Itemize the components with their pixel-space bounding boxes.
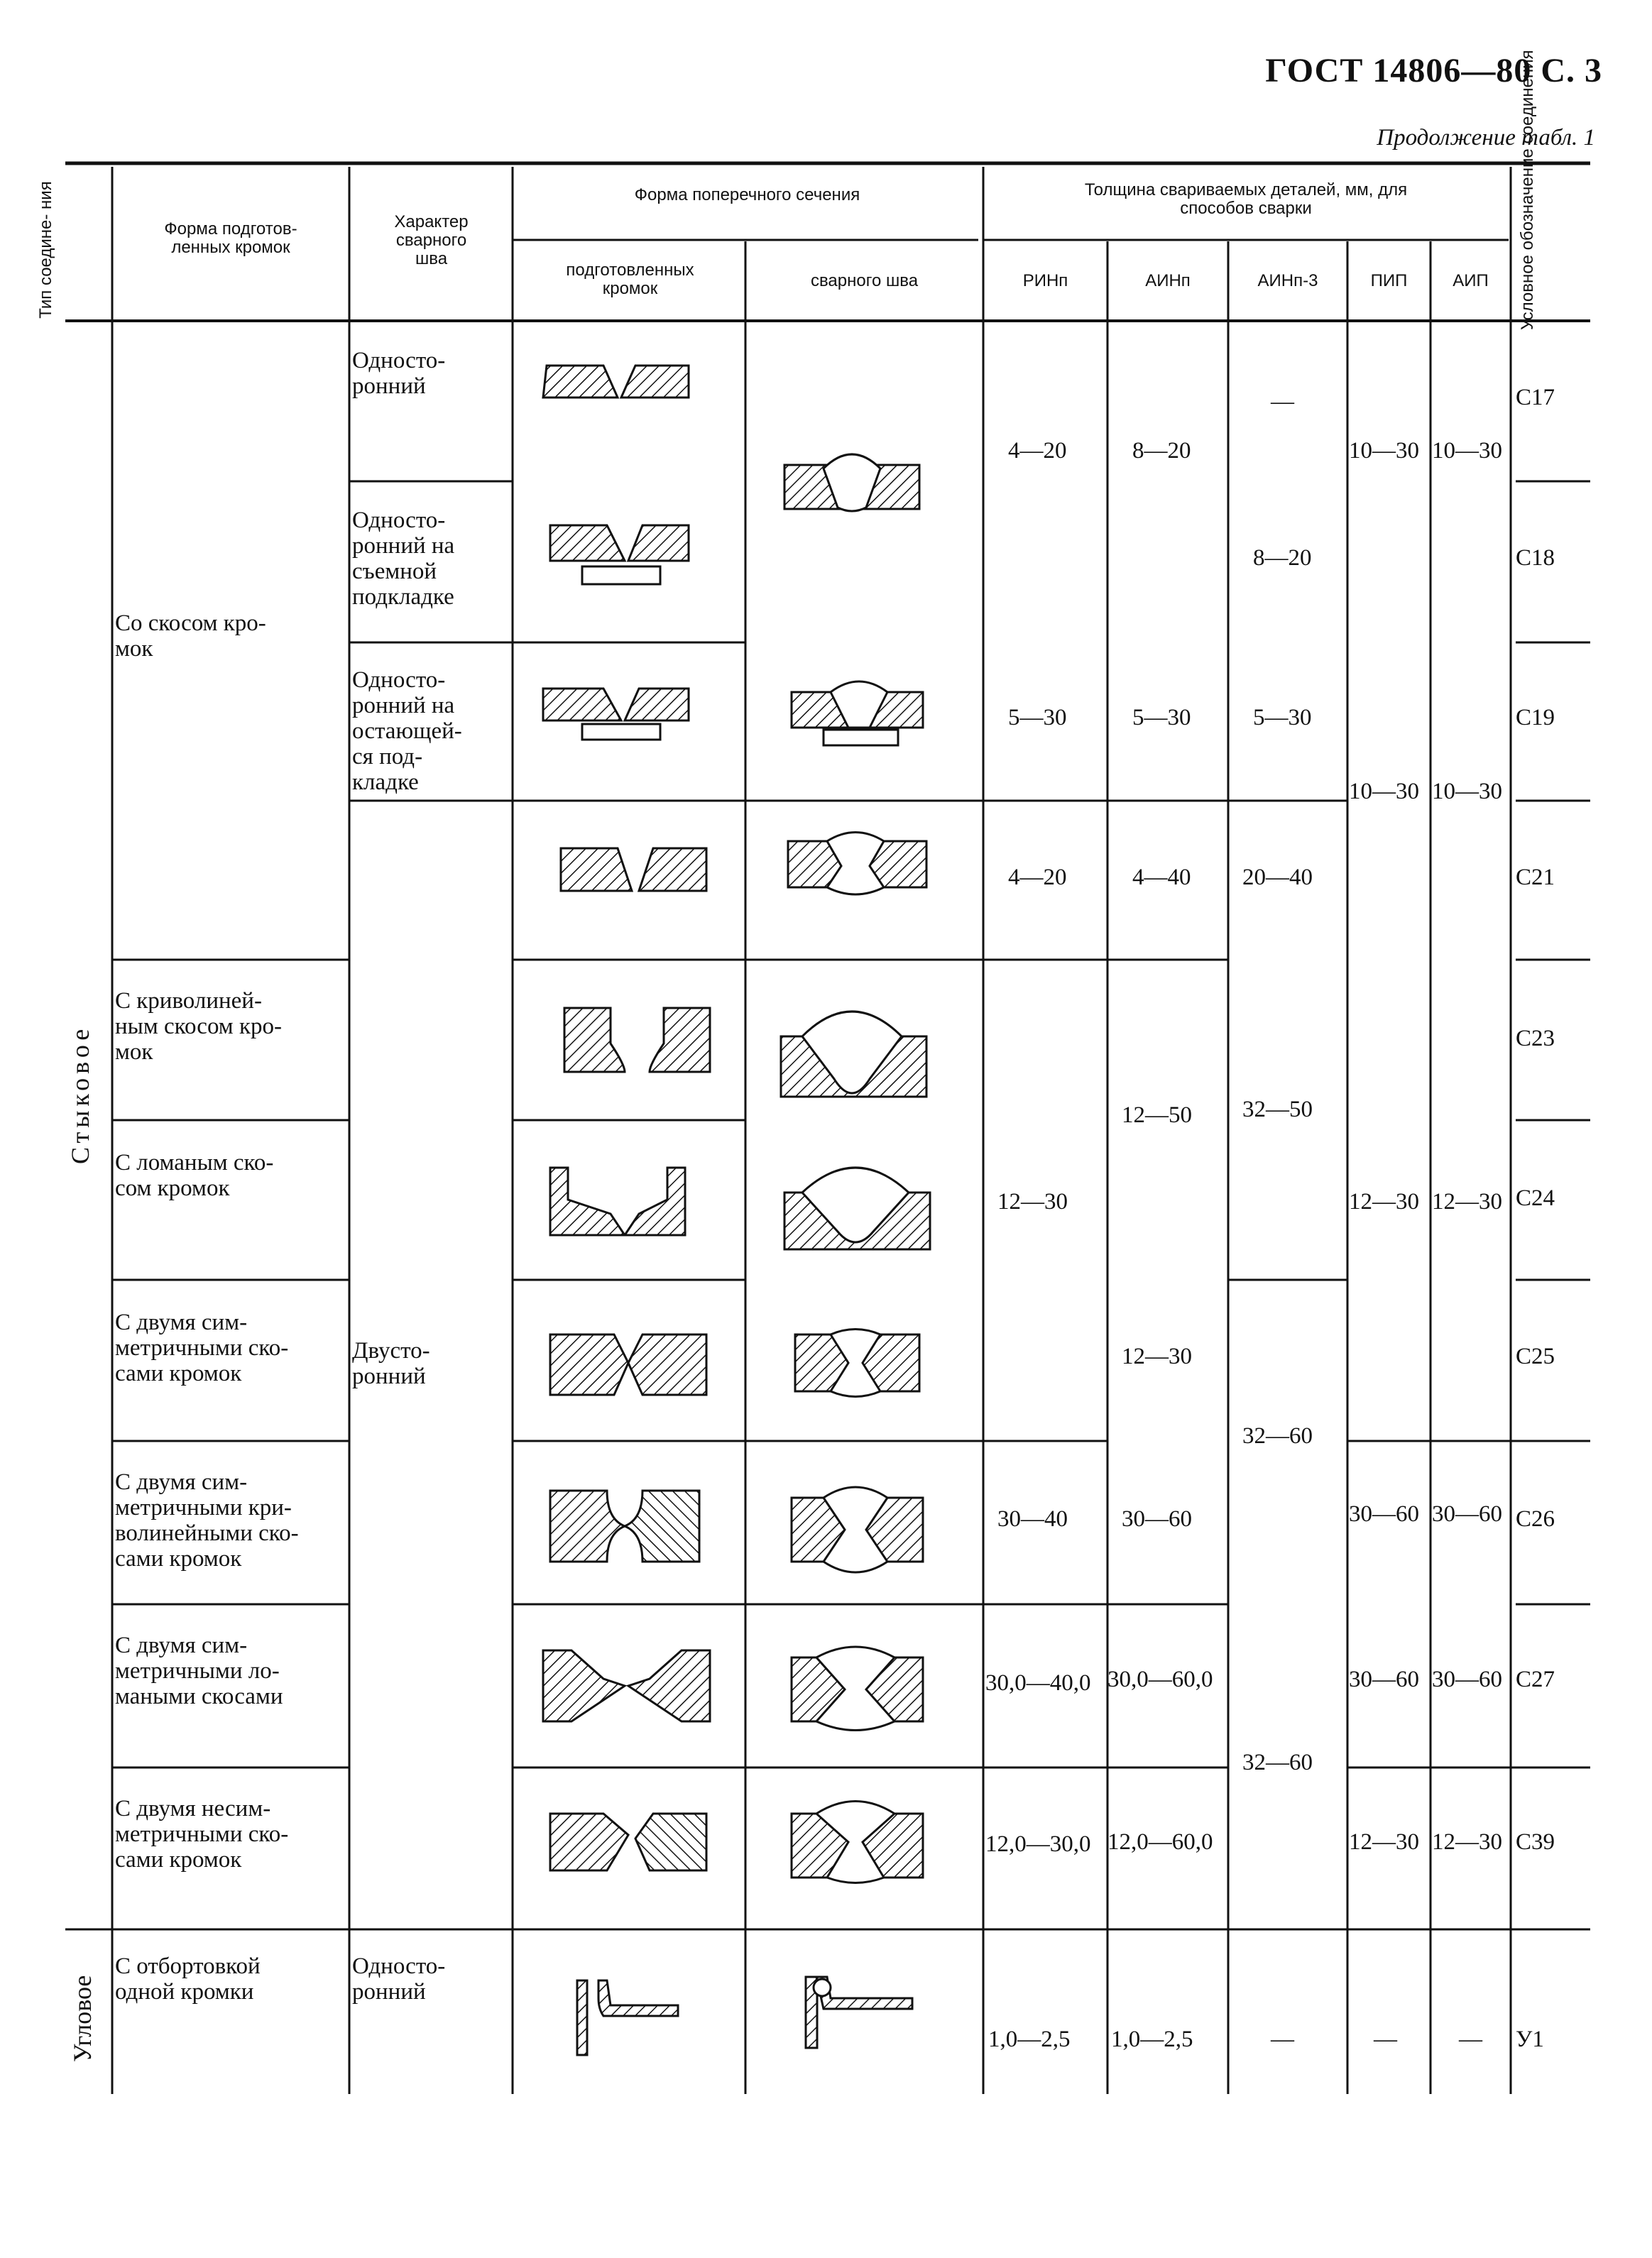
- ainp3-c19: 5—30: [1253, 705, 1312, 730]
- header-method-ainp: АИНп: [1145, 271, 1191, 290]
- header-method-pip: ПИП: [1370, 271, 1408, 290]
- pip-c39: 12—30: [1349, 1829, 1419, 1855]
- rinp-c21: 4—20: [1008, 865, 1067, 890]
- aip-u1: —: [1459, 2027, 1482, 2052]
- rinp-u1: 1,0—2,5: [988, 2027, 1071, 2052]
- edge-form-flanged: С отбортовкой одной кромки: [115, 1953, 261, 2005]
- pip-c27: 30—60: [1349, 1667, 1419, 1692]
- joint-type-corner: Угловое: [68, 1975, 97, 2062]
- aip-c39: 12—30: [1432, 1829, 1502, 1855]
- header-weld-seam: сварного шва: [810, 271, 919, 290]
- prepared-edge-c19-right: [625, 689, 689, 720]
- prepared-edge-c27-right: [628, 1650, 710, 1721]
- designation-u1: У1: [1516, 2027, 1544, 2052]
- designation-c25: С25: [1516, 1344, 1555, 1369]
- ainp-u1: 1,0—2,5: [1111, 2027, 1193, 2052]
- pip-c23-c25: 12—30: [1349, 1189, 1419, 1215]
- ainp-c39: 12,0—60,0: [1107, 1829, 1213, 1855]
- ainp-c19: 5—30: [1132, 705, 1191, 730]
- rinp-c17-c18: 4—20: [1008, 438, 1067, 464]
- prepared-edge-c17-left: [543, 366, 618, 398]
- prepared-edge-c24-right: [625, 1168, 685, 1235]
- designation-c24: С24: [1516, 1185, 1555, 1211]
- header-method-aip: АИП: [1453, 271, 1489, 290]
- ainp-c17-c18: 8—20: [1132, 438, 1191, 464]
- header-designation: Условное обозначение соединения: [1518, 50, 1537, 330]
- prepared-edge-c18-right: [628, 525, 689, 561]
- header-thickness: Толщина свариваемых деталей, мм, для способов сварки: [1084, 180, 1408, 218]
- edge-form-curved-bevel: С криволиней- ным скосом кро- мок: [115, 988, 282, 1065]
- weld-seam-u1-flange: [816, 1977, 912, 2009]
- aip-c27: 30—60: [1432, 1667, 1502, 1692]
- ainp-c21: 4—40: [1132, 865, 1191, 890]
- prepared-edge-c25-left: [550, 1334, 628, 1395]
- edge-form-two-asymmetric: С двумя несим- метричными ско- сами кромок: [115, 1796, 289, 1873]
- edge-form-two-symmetric-curved: С двумя сим- метричными кри- волинейными ско- сами кромок: [115, 1469, 299, 1572]
- edge-form-two-symmetric: С двумя сим- метричными ско- сами кромок: [115, 1310, 289, 1386]
- prepared-edge-c39-right: [635, 1814, 706, 1870]
- ainp3-c21: 20—40: [1242, 865, 1313, 890]
- header-section-form: Форма поперечного сечения: [634, 185, 860, 204]
- edge-form-two-symmetric-broken: С двумя сим- метричными ло- маными скосами: [115, 1633, 283, 1709]
- pip-u1: —: [1374, 2027, 1397, 2052]
- pip-c26: 30—60: [1349, 1501, 1419, 1527]
- prepared-edge-c18-left: [550, 525, 625, 561]
- prepared-edge-c27-left: [543, 1650, 625, 1721]
- prepared-edge-c19-left: [543, 689, 621, 720]
- ainp3-c27-c39: 32—60: [1242, 1750, 1313, 1775]
- prepared-edge-c39-left: [550, 1814, 628, 1870]
- rinp-c26: 30—40: [997, 1506, 1068, 1532]
- prepared-edge-c26-left: [550, 1491, 625, 1562]
- rinp-c19: 5—30: [1008, 705, 1067, 730]
- designation-c26: С26: [1516, 1506, 1555, 1532]
- prepared-edge-c17-right: [621, 366, 689, 398]
- prepared-edge-c21-right: [639, 848, 706, 891]
- aip-c26: 30—60: [1432, 1501, 1502, 1527]
- rinp-c23-c25: 12—30: [997, 1189, 1068, 1215]
- header-method-rinp: РИНп: [1022, 271, 1068, 290]
- header-prepared-edges: подготовленных кромок: [566, 261, 694, 298]
- ainp3-u1: —: [1271, 2027, 1294, 2052]
- edge-form-broken-bevel: С ломаным ско- сом кромок: [115, 1150, 274, 1201]
- rinp-c39: 12,0—30,0: [985, 1831, 1091, 1857]
- seam-one-sided-removable-backing: Односто- ронний на съемной подкладке: [352, 508, 455, 610]
- prepared-edge-u1-vertical: [577, 1980, 587, 2055]
- designation-c39: С39: [1516, 1829, 1555, 1855]
- aip-c17-c18: 10—30: [1432, 438, 1502, 464]
- backing-strip-c19: [582, 724, 660, 740]
- header-method-ainp3: АИНп-3: [1257, 271, 1318, 290]
- pip-c19-c21: 10—30: [1349, 779, 1419, 804]
- designation-c27: С27: [1516, 1667, 1555, 1692]
- designation-c18: С18: [1516, 545, 1555, 571]
- prepared-edge-c23-right: [650, 1008, 710, 1072]
- seam-one-sided: Односто- ронний: [352, 348, 446, 399]
- ainp3-c17: —: [1271, 389, 1294, 415]
- header-seam-character: Характер сварного шва: [394, 212, 469, 268]
- pip-c17-c18: 10—30: [1349, 438, 1419, 464]
- header-edge-form: Форма подготов- ленных кромок: [164, 219, 297, 257]
- seam-one-sided-permanent-backing: Односто- ронний на остающей- ся под- кладке: [352, 667, 462, 795]
- designation-c21: С21: [1516, 865, 1555, 890]
- seam-two-sided: Двусто- ронний: [352, 1338, 430, 1389]
- aip-c19-c21: 10—30: [1432, 779, 1502, 804]
- designation-c23: С23: [1516, 1026, 1555, 1051]
- header-joint-type: Тип соедине- ния: [36, 181, 55, 319]
- ainp3-c25-c26: 32—60: [1242, 1423, 1313, 1449]
- prepared-edge-c23-left: [564, 1008, 625, 1072]
- prepared-edge-c25-right: [628, 1334, 706, 1395]
- continuation-note: Продолжение табл. 1: [1377, 125, 1595, 150]
- prepared-edge-c21-left: [561, 848, 632, 891]
- backing-strip-c18: [582, 566, 660, 584]
- weld-seam-c19-backing: [824, 730, 898, 745]
- prepared-edge-c26-right: [625, 1491, 699, 1562]
- joint-type-butt: Стыковое: [66, 1024, 94, 1164]
- ainp-c23-c24: 12—50: [1122, 1102, 1192, 1128]
- designation-c17: С17: [1516, 385, 1555, 410]
- weld-seam-u1-bead: [814, 1979, 831, 1996]
- ainp-c26: 30—60: [1122, 1506, 1192, 1532]
- page-header: ГОСТ 14806—80 С. 3: [1265, 52, 1602, 89]
- prepared-edge-c24-left: [550, 1168, 625, 1235]
- ainp3-c18: 8—20: [1253, 545, 1312, 571]
- edge-form-bevel: Со скосом кро- мок: [115, 610, 266, 662]
- designation-c19: С19: [1516, 705, 1555, 730]
- seam-one-sided-corner: Односто- ронний: [352, 1953, 446, 2005]
- ainp3-c23-c24: 32—50: [1242, 1097, 1313, 1122]
- ainp-c25: 12—30: [1122, 1344, 1192, 1369]
- rinp-c27: 30,0—40,0: [985, 1670, 1091, 1696]
- prepared-edge-u1-flange: [598, 1980, 678, 2016]
- aip-c23-c25: 12—30: [1432, 1189, 1502, 1215]
- ainp-c27: 30,0—60,0: [1107, 1667, 1213, 1692]
